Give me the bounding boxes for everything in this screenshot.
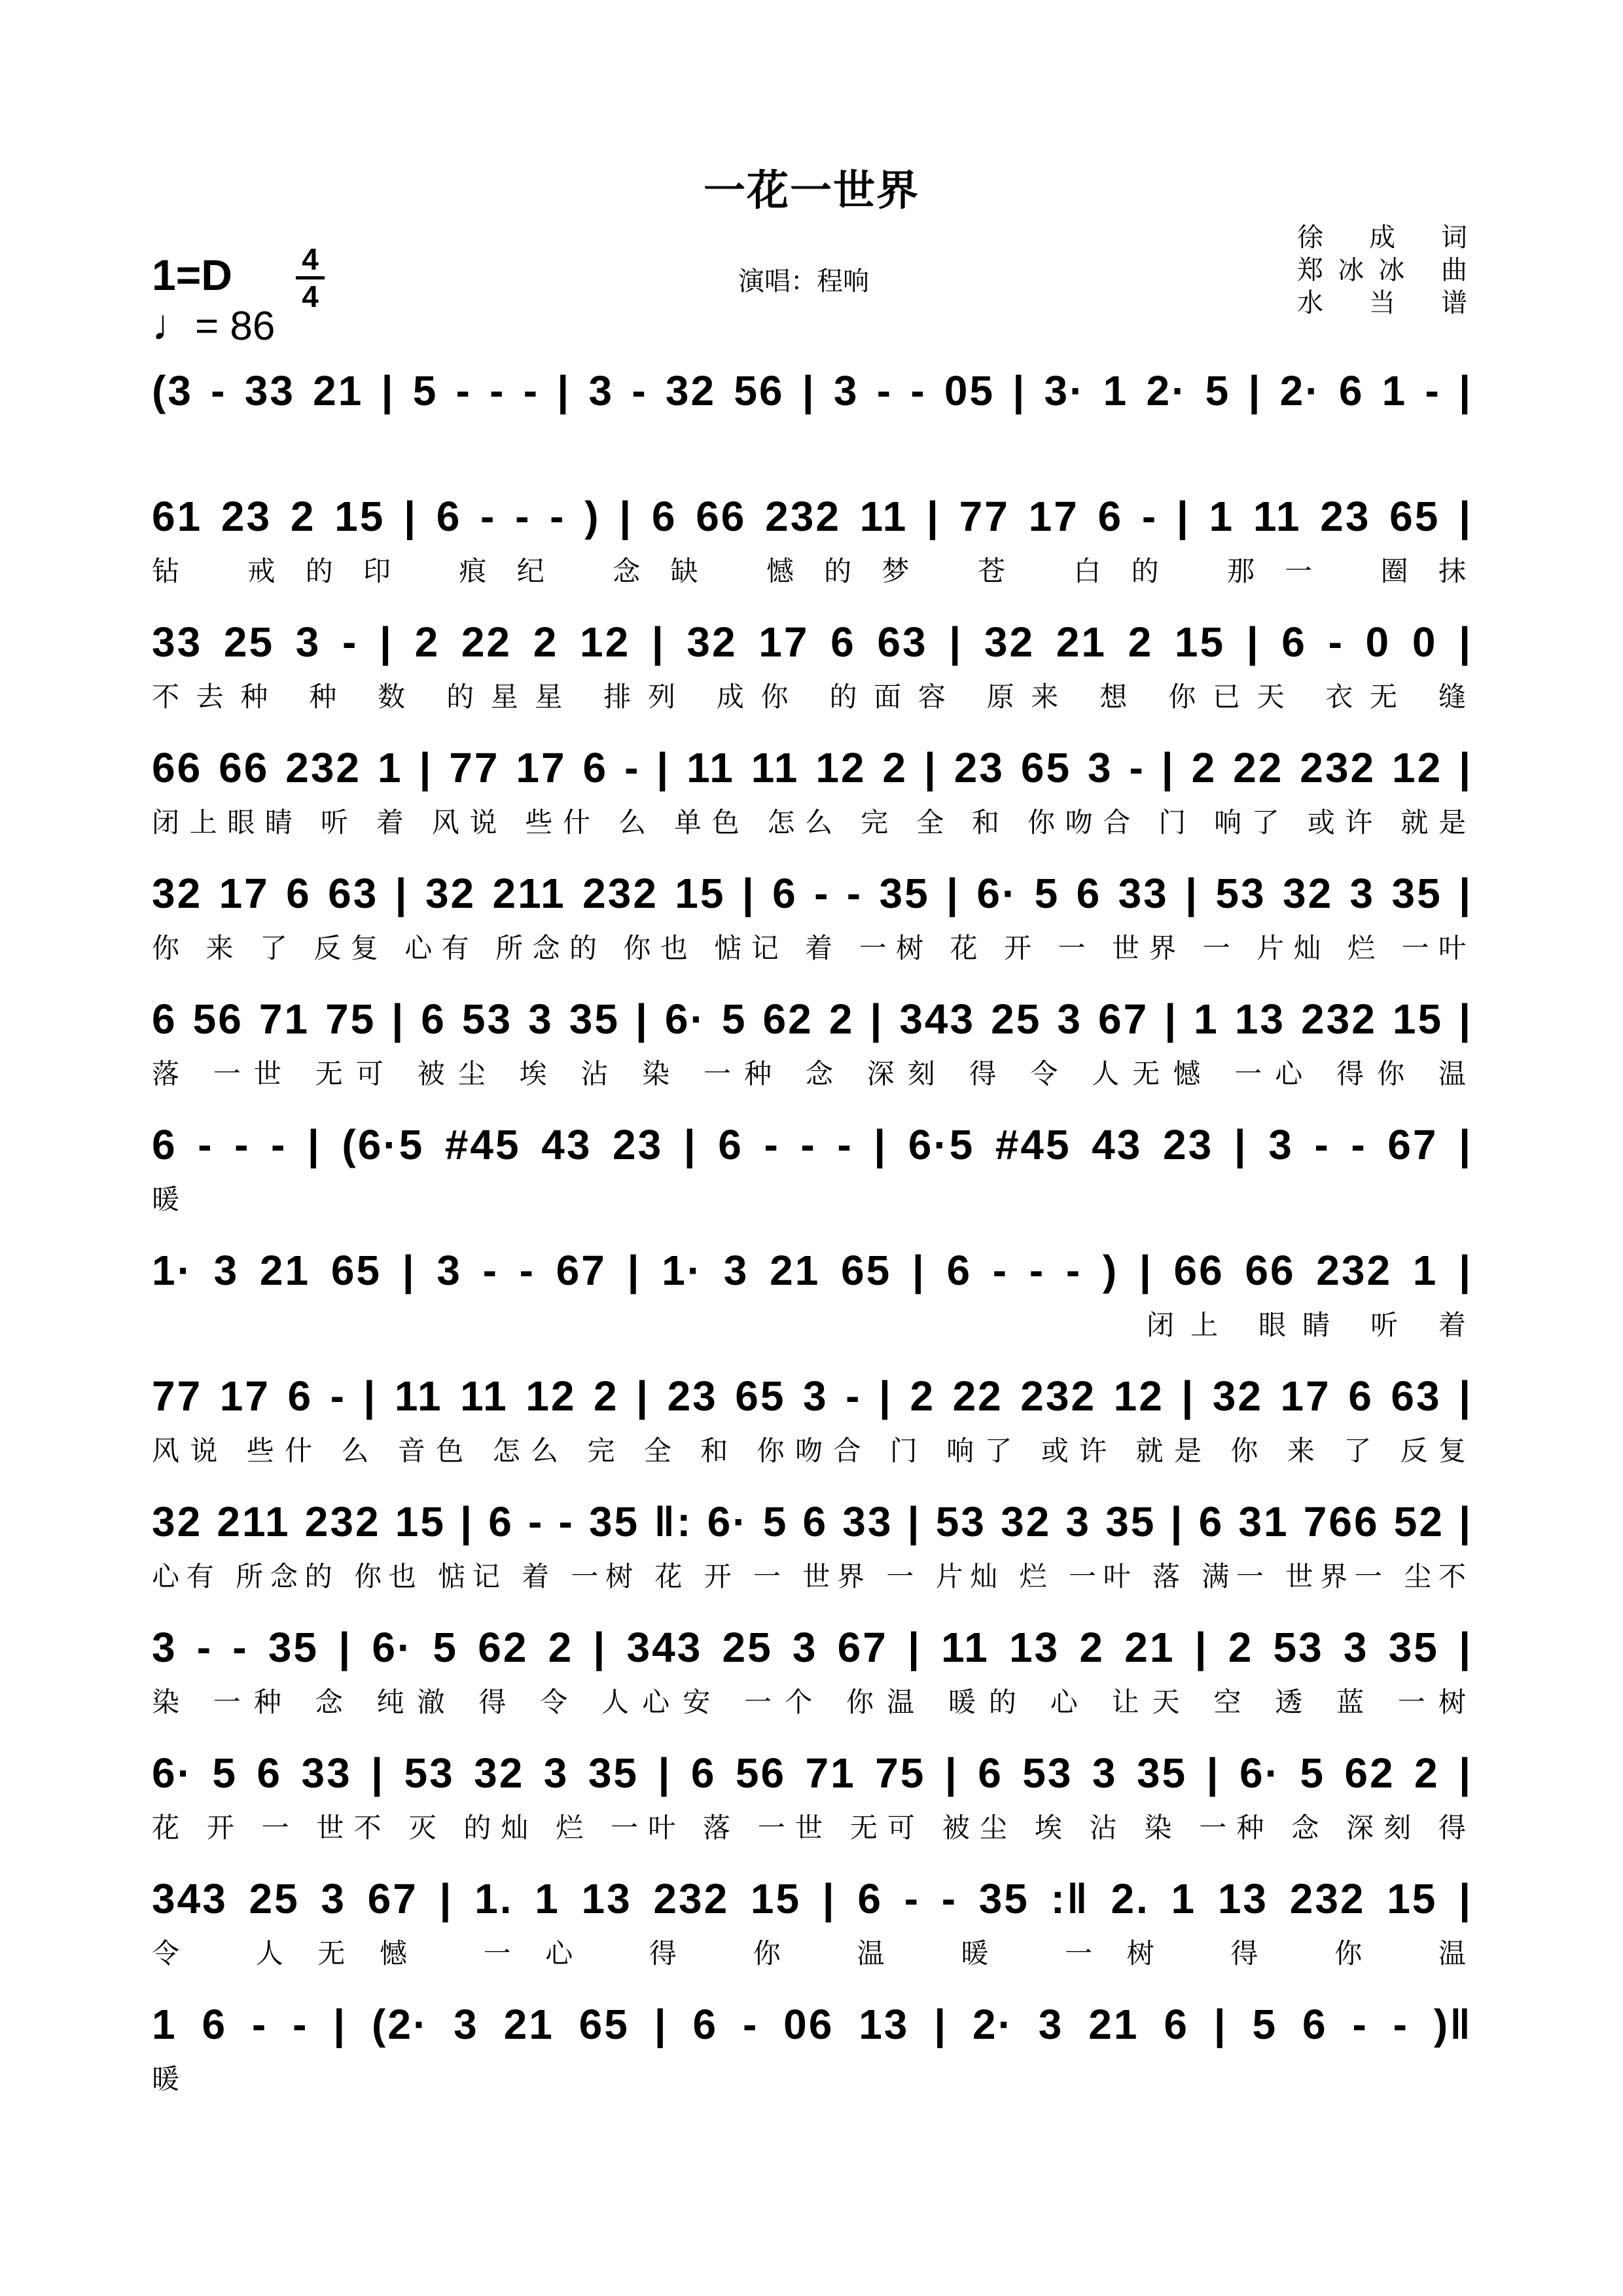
quarter-note-icon: ♩ [152, 300, 195, 349]
notation-line: 6· 5 6 33 | 53 32 3 35 | 6 56 71 75 | 6 53 3 35 | 6· 5 62 2 | [152, 1749, 1472, 1797]
time-signature [296, 243, 325, 312]
score-system [152, 1874, 1472, 2000]
lyrics-line: 暖 [152, 2064, 187, 2094]
tempo-marking [152, 300, 275, 350]
song-title: 一花一世界 [704, 167, 919, 214]
score-system [152, 995, 1472, 1121]
lyrics-line: 心有 所念的 你也 惦记 着 一树 花 开 一 世界 一 片灿 烂 一叶 落 满一 世界一 尘不 [152, 1561, 1472, 1592]
score-system [152, 492, 1472, 618]
lyrics-line: 花 开 一 世不 灭 的灿 烂 一叶 落 一世 无可 被尘 埃 沾 染 一种 念 深刻 得 [152, 1812, 1472, 1843]
lyrics-line: 令 人无憾 一心 得 你 温 暖 一树 得 你 温 [152, 1938, 1472, 1969]
notation-line: 1 6 - - | (2· 3 21 65 | 6 - 06 13 | 2· 3 21 6 | 5 6 - - )‖ [152, 2001, 1472, 2048]
notation-line: 6 56 71 75 | 6 53 3 35 | 6· 5 62 2 | 343 25 3 67 | 1 13 232 15 | [152, 996, 1472, 1043]
time-signature-top: 4 [302, 242, 319, 276]
score-system [152, 1749, 1472, 1874]
singer-credit: 演唱：程响 [738, 267, 869, 296]
notation-line: 343 25 3 67 | 1. 1 13 232 15 | 6 - - 35 :‖ 2. 1 13 232 15 | [152, 1875, 1472, 1922]
lyrics-line: 落 一世 无可 被尘 埃 沾 染 一种 念 深刻 得 令 人无憾 一心 得你 温 [152, 1058, 1472, 1089]
notation-line: 33 25 3 - | 2 22 2 12 | 32 17 6 63 | 32 21 2 15 | 6 - 0 0 | [152, 619, 1472, 666]
notation-line: 1· 3 21 65 | 3 - - 67 | 1· 3 21 65 | 6 - - - ) | 66 66 232 1 | [152, 1247, 1472, 1294]
lyrics-line: 风说 些什 么 音色 怎么 完 全 和 你吻合 门 响了 或许 就是 你 来 了 反复 [152, 1435, 1472, 1466]
score-system [152, 1246, 1472, 1372]
score-system [152, 744, 1472, 869]
lyrics-line: 你 来 了 反复 心有 所念的 你也 惦记 着 一树 花 开 一 世界 一 片灿 烂 一叶 [152, 933, 1472, 963]
key-signature: 1=D [152, 251, 232, 299]
score [152, 367, 1472, 2126]
notation-line: 32 211 232 15 | 6 - - 35 ‖: 6· 5 6 33 | 53 32 3 35 | 6 31 766 52 | [152, 1498, 1472, 1545]
notation-line: 77 17 6 - | 11 11 12 2 | 23 65 3 - | 2 22 232 12 | 32 17 6 63 | [152, 1372, 1472, 1420]
lyrics-line: 闭上眼睛 听 着 风说 些什 么 单色 怎么 完 全 和 你吻合 门 响了 或许 就是 [152, 807, 1472, 838]
notation-line: 61 23 2 15 | 6 - - - ) | 6 66 232 11 | 77 17 6 - | 1 11 23 65 | [152, 493, 1472, 540]
lyrics-line: 闭上 眼睛 听 着 [1147, 1310, 1472, 1340]
notation-line: 66 66 232 1 | 77 17 6 - | 11 11 12 2 | 23 65 3 - | 2 22 232 12 | [152, 744, 1472, 791]
notation-line: 6 - - - | (6·5 #45 43 23 | 6 - - - | 6·5 #45 43 23 | 3 - - 67 | [152, 1121, 1472, 1168]
score-system [152, 869, 1472, 995]
lyrics-line: 钻 戒的印 痕纪 念缺 憾的梦 苍 白的 那一 圈抹 [152, 556, 1472, 586]
notation-line: 32 17 6 63 | 32 211 232 15 | 6 - - 35 | 6· 5 6 33 | 53 32 3 35 | [152, 870, 1472, 917]
lyrics-line: 暖 [152, 1184, 187, 1215]
score-system [152, 618, 1472, 744]
score-system [152, 367, 1472, 492]
score-system [152, 2000, 1472, 2126]
composer-credit: 郑冰冰 曲 [1297, 256, 1467, 285]
score-system [152, 1372, 1472, 1498]
notation-line: 3 - - 35 | 6· 5 62 2 | 343 25 3 67 | 11 13 2 21 | 2 53 3 35 | [152, 1624, 1472, 1671]
score-system [152, 1498, 1472, 1623]
time-signature-bottom: 4 [302, 279, 319, 314]
credits [1297, 221, 1467, 319]
tempo-bpm: = 86 [195, 304, 276, 349]
score-system [152, 1121, 1472, 1246]
lyrics-line: 染 一种 念 纯澈 得 令 人心安 一个 你温 暖的 心 让天 空 透 蓝 一树 [152, 1687, 1472, 1717]
notation-line: (3 - 33 21 | 5 - - - | 3 - 32 56 | 3 - - 05 | 3· 1 2· 5 | 2· 6 1 - | [152, 367, 1472, 414]
transcriber-credit: 水 当 谱 [1297, 289, 1467, 317]
lyrics-line: 不去种 种 数 的星星 排列 成你 的面容 原来 想 你已天 衣无 缝 [152, 681, 1472, 712]
score-system [152, 1623, 1472, 1749]
lyricist-credit: 徐 成 词 [1297, 223, 1467, 252]
